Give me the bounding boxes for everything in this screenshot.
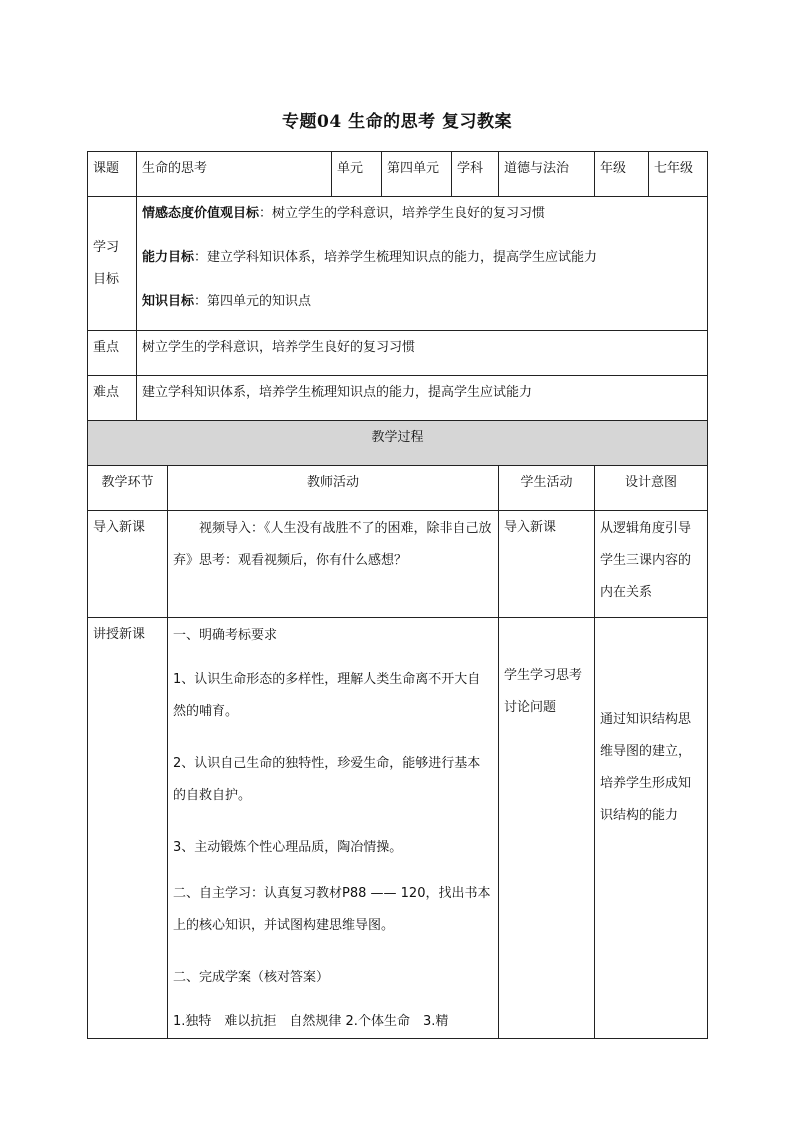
grade-label: 年级 bbox=[595, 152, 649, 197]
table-row bbox=[88, 618, 708, 1039]
unit-label: 单元 bbox=[332, 152, 382, 197]
grade-value: 七年级 bbox=[649, 152, 708, 197]
course-label: 课题 bbox=[88, 152, 137, 197]
teacher-cell: 视频导入：《人生没有战胜不了的困难，除非自己放弃》思考：观看视频后，你有什么感想？ bbox=[168, 511, 499, 618]
column-header-row bbox=[88, 466, 708, 511]
table-row bbox=[88, 511, 708, 618]
student-cell: 学生学习思考讨论问题 bbox=[499, 618, 595, 1039]
col-teacher-header: 教师活动 bbox=[168, 466, 499, 511]
key-point-text: 树立学生的学科意识，培养学生良好的复习习惯 bbox=[137, 331, 708, 376]
col-design-header: 设计意图 bbox=[595, 466, 708, 511]
course-value: 生命的思考 bbox=[137, 152, 332, 197]
goal-item: 能力目标：建立学科知识体系，培养学生梳理知识点的能力，提高学生应试能力 bbox=[142, 250, 598, 265]
stage-cell: 讲授新课 bbox=[88, 618, 168, 1039]
subject-label: 学科 bbox=[452, 152, 499, 197]
page-title: 专题04 生命的思考 复习教案 bbox=[282, 112, 512, 132]
col-student-header: 学生活动 bbox=[499, 466, 595, 511]
difficulty-label: 难点 bbox=[88, 376, 137, 421]
difficulty-row bbox=[88, 376, 708, 421]
info-row bbox=[88, 152, 708, 197]
process-header: 教学过程 bbox=[88, 421, 708, 466]
goals-content bbox=[137, 197, 708, 331]
stage-cell: 导入新课 bbox=[88, 511, 168, 618]
lesson-plan-table bbox=[87, 151, 708, 1039]
unit-value: 第四单元 bbox=[382, 152, 452, 197]
col-stage-header: 教学环节 bbox=[88, 466, 168, 511]
goal-item: 知识目标：第四单元的知识点 bbox=[142, 294, 312, 309]
key-point-row bbox=[88, 331, 708, 376]
difficulty-text: 建立学科知识体系，培养学生梳理知识点的能力，提高学生应试能力 bbox=[137, 376, 708, 421]
subject-value: 道德与法治 bbox=[499, 152, 595, 197]
key-point-label: 重点 bbox=[88, 331, 137, 376]
teacher-cell: 一、明确考标要求 1、认识生命形态的多样性，理解人类生命离不开大自然的哺育。 2、认识自己生命的独特性，珍爱生命，能够进行基本的自救自护。 3、主动锻炼个性心理品质，陶冶情操。 二、自主学习：认真复习教材P88 —— 120，找出书本上的核心知识，并试图构建思维导图。 二、完成学案（核对答案） 1.独特 难以抗拒 自然规律 2.个体生命 3.精 bbox=[168, 618, 499, 1039]
process-header-row bbox=[88, 421, 708, 466]
goal-item: 情感态度价值观目标：树立学生的学科意识，培养学生良好的复习习惯 bbox=[142, 206, 546, 221]
student-cell: 导入新课 bbox=[499, 511, 595, 618]
design-cell: 从逻辑角度引导学生三课内容的内在关系 bbox=[595, 511, 708, 618]
design-cell: 通过知识结构思维导图的建立，培养学生形成知识结构的能力 bbox=[595, 618, 708, 1039]
goals-row bbox=[88, 197, 708, 331]
goals-label: 学习 目标 bbox=[88, 197, 137, 331]
